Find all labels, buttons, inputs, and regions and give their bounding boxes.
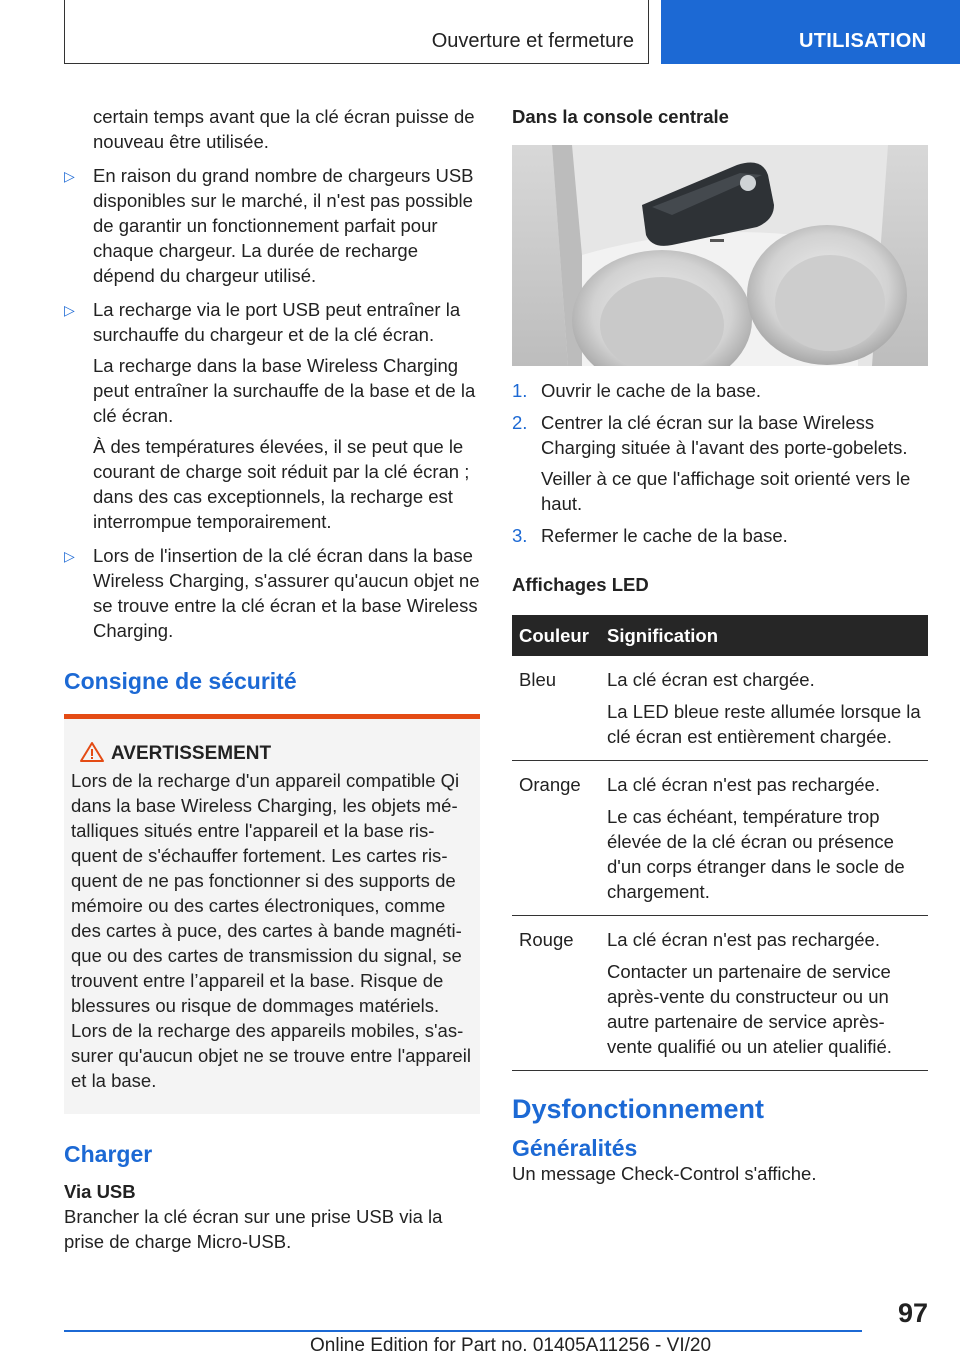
step-number: 1. xyxy=(512,380,528,401)
meaning-line: La clé écran n'est pas rechargée. xyxy=(607,774,880,795)
bullet-subparagraph: À des températures élevées, il se peut que le courant de charge soit réduit par la clé écran ; dans des cas exceptionnels, la recharge est interrompue temporairement. xyxy=(93,436,470,532)
header-section-label: UTILISATION xyxy=(799,30,927,52)
list-item xyxy=(512,410,928,460)
table-header-row xyxy=(512,615,928,656)
warning-title-row xyxy=(71,741,473,766)
charge-heading: Charger xyxy=(64,1141,153,1167)
page-number: 97 xyxy=(897,1298,928,1328)
header-section-tab[interactable] xyxy=(661,0,960,64)
led-color-cell: Rouge xyxy=(512,916,600,1071)
bullet-subparagraph: La recharge dans la base Wireless Charging peut entraîner la surchauffe de la base et de la clé écran. xyxy=(93,355,476,426)
console-charging-photo xyxy=(512,145,928,366)
general-text: Un message Check-Control s'affiche. xyxy=(512,1163,817,1184)
list-item xyxy=(512,523,928,548)
list-item xyxy=(512,378,928,403)
footer-divider xyxy=(64,1330,862,1332)
led-table xyxy=(512,615,928,1071)
step-number: 3. xyxy=(512,525,528,546)
warning-box xyxy=(64,714,480,1114)
list-item xyxy=(64,543,480,643)
footer-edition: Online Edition for Part no. 01405A11256 - VI/20 xyxy=(310,1335,712,1356)
meaning-line: La LED bleue reste allumée lorsque la clé écran est entièrement chargée. xyxy=(607,701,921,747)
led-heading: Affichages LED xyxy=(512,574,649,595)
triangle-bullet-icon: ▷ xyxy=(64,302,75,318)
warning-title: AVERTISSEMENT xyxy=(111,743,272,764)
list-item xyxy=(64,163,480,288)
general-heading: Généralités xyxy=(512,1135,638,1161)
bullet-text: En raison du grand nombre de chargeurs USB disponibles sur le marché, il n'est pas possible de garantir un fonctionnement parfait pour chaque chargeur. La durée de recharge dépend du chargeur utilisé. xyxy=(93,165,474,286)
right-column xyxy=(512,104,928,1186)
step-text: Ouvrir le cache de la base. xyxy=(541,380,762,401)
bullet-text: La recharge via le port USB peut entraîner la surchauffe du chargeur et de la clé écran. xyxy=(93,299,461,345)
led-meaning-cell xyxy=(600,916,928,1071)
header-chapter-box xyxy=(64,0,649,64)
warning-triangle-icon xyxy=(79,741,105,763)
malfunction-heading: Dysfonctionnement xyxy=(512,1094,765,1124)
usb-heading: Via USB xyxy=(64,1181,136,1202)
column-header-meaning: Signification xyxy=(600,615,928,656)
table-row xyxy=(512,656,928,761)
list-item xyxy=(64,297,480,347)
safety-heading: Consigne de sécurité xyxy=(64,668,297,694)
led-meaning-cell xyxy=(600,656,928,761)
meaning-line: Le cas échéant, température trop élevée de la clé écran ou présence d'un corps étranger dans le socle de chargement. xyxy=(607,806,905,902)
led-color-cell: Bleu xyxy=(512,656,600,761)
step-subparagraph: Veiller à ce que l'affichage soit orienté vers le haut. xyxy=(541,468,911,514)
header-chapter-title: Ouverture et fermeture xyxy=(431,30,634,52)
intro-continued-text: certain temps avant que la clé écran puisse de nouveau être utilisée. xyxy=(93,106,475,152)
warning-text: Lors de la recharge d'un appareil compatible Qi dans la base Wireless Charging, les objets métalliques situés entre l'appareil et la base risquent de s'échauffer fortement. Les cartes risquent de ne pas fonctionner si des supports de mémoire ou des cartes électroniques, comme des cartes à puce, des cartes à bande magnétique ou des cartes de transmission du signal, se trouvent entre l’appareil et la base. Risque de blessures ou risque de dommages matériels. Lors de la recharge des appareils mobiles, s'assurer qu'aucun objet ne se trouve entre l'appareil et la base. xyxy=(71,770,471,1091)
led-color-cell: Orange xyxy=(512,761,600,916)
triangle-bullet-icon: ▷ xyxy=(64,548,75,564)
step-number: 2. xyxy=(512,412,528,433)
table-row xyxy=(512,916,928,1071)
meaning-line: Contacter un partenaire de service après-vente du constructeur ou un autre partenaire de service après-vente qualifié ou un atelier qualifié. xyxy=(607,961,892,1057)
usb-text: Brancher la clé écran sur une prise USB via la prise de charge Micro-USB. xyxy=(64,1206,443,1252)
left-column xyxy=(64,104,480,1254)
led-meaning-cell xyxy=(600,761,928,916)
meaning-line: La clé écran n'est pas rechargée. xyxy=(607,929,880,950)
column-header-color: Couleur xyxy=(512,615,600,656)
meaning-line: La clé écran est chargée. xyxy=(607,669,815,690)
step-text: Refermer le cache de la base. xyxy=(541,525,788,546)
console-heading: Dans la console centrale xyxy=(512,106,729,127)
bullet-text: Lors de l'insertion de la clé écran dans la base Wireless Charging, s'assurer qu'aucun objet ne se trouve entre la clé écran et la base Wireless Charging. xyxy=(93,545,480,641)
table-row xyxy=(512,761,928,916)
triangle-bullet-icon: ▷ xyxy=(64,168,75,184)
step-text: Centrer la clé écran sur la base Wireless Charging située à l'avant des porte-gobelets. xyxy=(541,412,908,458)
